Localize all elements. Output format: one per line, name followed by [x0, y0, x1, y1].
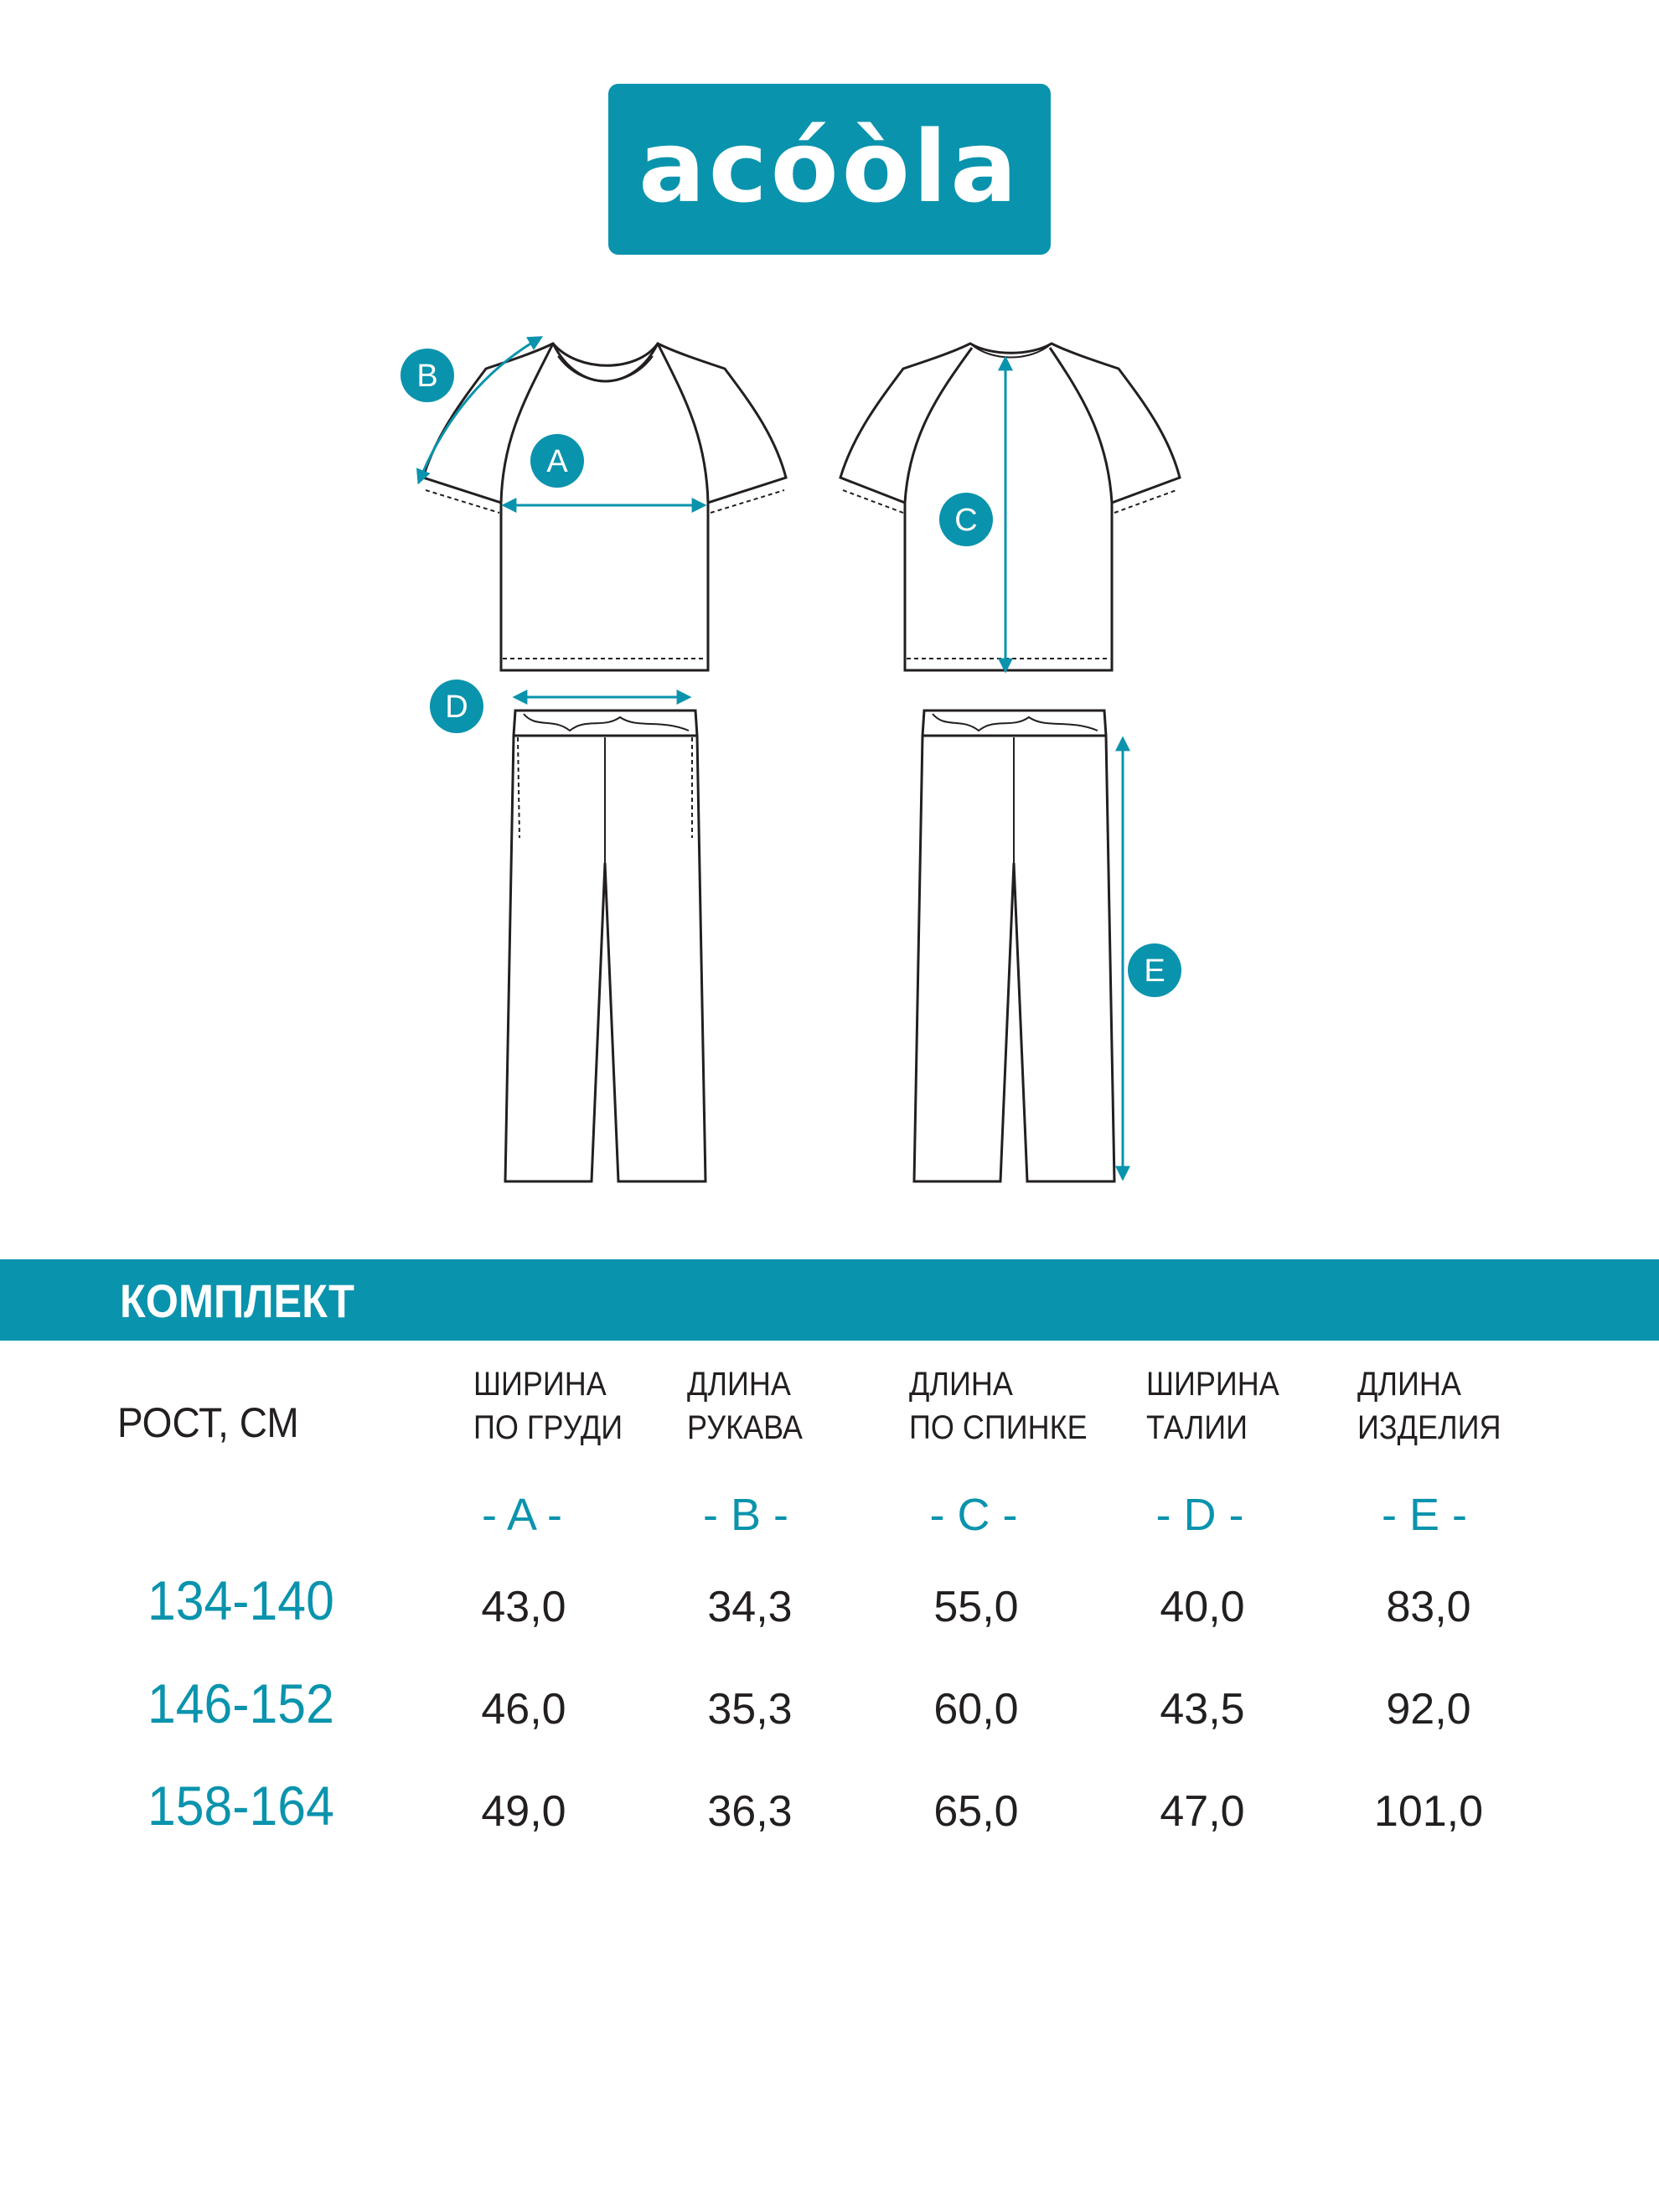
column-header-chest — [473, 1362, 623, 1450]
column-header-line: ДЛИНА — [687, 1366, 791, 1403]
table-cell: 55,0 — [933, 1583, 1019, 1631]
table-cell: 46,0 — [481, 1685, 566, 1734]
table-cell: 35,3 — [707, 1685, 793, 1734]
column-header-line: ДЛИНА — [1357, 1366, 1461, 1403]
column-header-length — [1357, 1362, 1501, 1450]
badge-a — [530, 434, 584, 488]
column-header-line: РУКАВА — [687, 1409, 803, 1446]
badge-d — [430, 680, 483, 733]
badge-e — [1128, 943, 1181, 997]
column-letter-a: - A - — [481, 1490, 563, 1540]
column-letter-d: - D - — [1155, 1490, 1244, 1540]
table-cell: 101,0 — [1373, 1787, 1484, 1836]
tshirt-front-icon — [423, 344, 786, 670]
badge-d-label: D — [445, 690, 468, 725]
table-cell: 40,0 — [1160, 1583, 1245, 1631]
column-header-line: ИЗДЕЛИЯ — [1357, 1409, 1501, 1446]
table-cell: 60,0 — [933, 1685, 1019, 1734]
section-title: КОМПЛЕКТ — [120, 1274, 354, 1327]
column-header-line: ДЛИНА — [909, 1366, 1013, 1403]
pants-back-icon — [914, 711, 1114, 1181]
table-cell: 92,0 — [1386, 1685, 1471, 1734]
table-cell: 34,3 — [707, 1583, 793, 1631]
column-header-line: ПО ГРУДИ — [473, 1409, 623, 1446]
column-header-sleeve — [687, 1362, 803, 1450]
column-header-line: ПО СПИНКЕ — [909, 1409, 1088, 1446]
badge-b — [401, 349, 454, 402]
row-size: 158-164 — [147, 1775, 334, 1837]
column-letter-e: - E - — [1382, 1490, 1467, 1540]
row-size: 146-152 — [147, 1672, 334, 1734]
badge-a-label: A — [546, 444, 568, 479]
table-cell: 49,0 — [481, 1787, 566, 1836]
row-size: 134-140 — [147, 1569, 334, 1631]
column-header-line: ШИРИНА — [473, 1366, 607, 1403]
badge-b-label: B — [416, 359, 438, 394]
column-letter-b: - B - — [703, 1490, 788, 1540]
column-header-line: ШИРИНА — [1146, 1366, 1279, 1403]
column-letter-c: - C - — [929, 1490, 1018, 1540]
badge-c-label: C — [954, 503, 978, 538]
column-header-waist — [1146, 1362, 1279, 1450]
table-cell: 83,0 — [1386, 1583, 1471, 1631]
table-cell: 65,0 — [933, 1787, 1019, 1836]
column-header-line: ТАЛИИ — [1146, 1409, 1248, 1446]
table-cell: 36,3 — [707, 1787, 793, 1836]
logo-text: acóòla — [638, 109, 1021, 225]
table-cell: 47,0 — [1160, 1787, 1245, 1836]
table-cell: 43,5 — [1160, 1685, 1245, 1734]
badge-c — [939, 493, 993, 546]
pants-front-icon — [505, 711, 705, 1181]
badge-e-label: E — [1144, 954, 1165, 989]
table-cell: 43,0 — [481, 1583, 566, 1631]
column-header-back-length — [909, 1362, 1088, 1450]
tshirt-back-icon — [840, 344, 1180, 670]
growth-header: РОСТ, СМ — [117, 1399, 299, 1446]
section-band — [0, 1259, 1659, 1341]
